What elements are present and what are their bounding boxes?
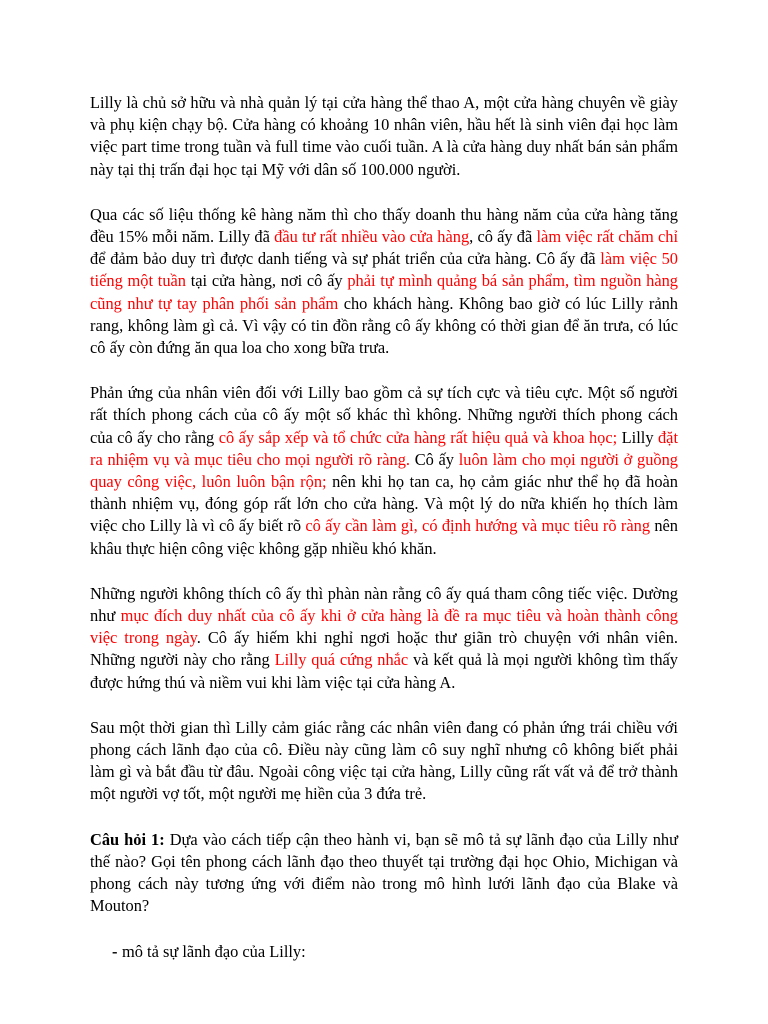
paragraph	[90, 204, 678, 359]
text-run: Lilly là chủ sở hữu và nhà quản lý tại cửa hàng thể thao A, một cửa hàng chuyên về giày và phụ kiện chạy bộ. Cửa hàng có khoảng 10 nhân viên, hầu hết là sinh viên đại học làm việc part time trong tuần và full time vào cuối tuần. A là cửa hàng duy nhất bán sản phẩm này tại thị trấn đại học tại Mỹ với dân số 100.000 người.	[90, 93, 678, 179]
highlighted-text: cô ấy cần làm gì, có định hướng và mục tiêu rõ ràng	[305, 516, 651, 536]
highlighted-text: phải tự mình quảng bá sản phẩm, tìm nguồn hàng cũng như tự tay phân phối sản phẩm	[90, 271, 678, 313]
paragraph	[90, 717, 678, 806]
highlighted-text: luôn làm cho mọi người ở guồng quay công việc, luôn luôn bận rộn;	[90, 449, 678, 492]
highlighted-text: mục đích duy nhất của cô ấy khi ở cửa hàng là đề ra mục tiêu và hoàn thành công việc trong ngày	[90, 606, 678, 648]
bullet-marker: -	[112, 941, 118, 961]
text-run: nên khâu thực hiện công việc không gặp nhiều khó khăn.	[90, 516, 679, 558]
text-run: để đảm bảo duy trì được danh tiếng và sự phát triển của cửa hàng. Cô ấy đã	[90, 249, 601, 269]
highlighted-text: Lilly quá cứng nhắc	[274, 650, 409, 670]
paragraph	[90, 382, 678, 560]
document-page	[90, 92, 678, 963]
text-run: Sau một thời gian thì Lilly cảm giác rằng các nhân viên đang có phản ứng trái chiều với phong cách lãnh đạo của cô. Điều này cũng làm cô suy nghĩ nhưng cô không biết phải làm gì và bắt đầu từ đâu. Ngoài công việc tại cửa hàng, Lilly cũng rất vất vả để trở thành một người vợ tốt, một người mẹ hiền của 3 đứa trẻ.	[90, 717, 678, 804]
highlighted-text: đầu tư rất nhiều vào cửa hàng	[274, 227, 470, 247]
highlighted-text: làm việc rất chăm chỉ	[536, 227, 678, 247]
highlighted-text: đặt ra nhiệm vụ và mục tiêu cho mọi người rõ ràng.	[90, 427, 678, 469]
highlighted-text: làm việc 50 tiếng một tuần	[90, 249, 678, 291]
text-run: nên khi họ tan ca, họ cảm giác như thể họ đã hoàn thành nhiệm vụ, đóng góp rất lớn cho cửa hàng. Và một lý do nữa khiến họ thích làm việc cho Lilly là vì cô ấy biết rõ	[90, 472, 678, 536]
text-run: Qua các số liệu thống kê hàng năm thì cho thấy doanh thu hàng năm của cửa hàng tăng đều 15% mỗi năm. Lilly đã	[90, 204, 678, 247]
text-run: Cô ấy	[409, 449, 459, 469]
bullet-item	[90, 941, 678, 963]
text-run: . Cô ấy hiếm khi nghỉ ngơi hoặc thư giãn trò chuyện với nhân viên. Những người này cho rằng	[90, 628, 678, 670]
question-label: Câu hỏi 1:	[90, 829, 165, 849]
text-run: Những người không thích cô ấy thì phàn nàn rằng cô ấy quá tham công tiếc việc. Dường như	[90, 583, 678, 626]
text-run: Phản ứng của nhân viên đối với Lilly bao gồm cả sự tích cực và tiêu cực. Một số người rất thích phong cách của cô ấy một số khác thì không. Những người thích phong cách của cô ấy cho rằng	[90, 383, 678, 447]
text-run: tại cửa hàng, nơi cô ấy	[185, 271, 348, 291]
text-run: và kết quả là mọi người không tìm thấy được hứng thú và niềm vui khi làm việc tại cửa hàng A.	[90, 650, 678, 692]
paragraph	[90, 829, 678, 918]
text-run: Lilly	[617, 427, 658, 447]
paragraph	[90, 92, 678, 181]
text-run: cho khách hàng. Không bao giờ có lúc Lilly rảnh rang, không làm gì cả. Vì vậy có tin đồn rằng cô ấy không có thời gian để ăn trưa, có lúc cô ấy còn đứng ăn qua loa cho xong bữa trưa.	[90, 293, 678, 358]
bullet-text: mô tả sự lãnh đạo của Lilly:	[122, 941, 306, 961]
text-run: , cô ấy đã	[469, 227, 537, 247]
highlighted-text: cô ấy sắp xếp và tổ chức cửa hàng rất hiệu quả và khoa học;	[218, 427, 618, 447]
document-body	[90, 92, 678, 918]
paragraph	[90, 583, 678, 694]
text-run: Dựa vào cách tiếp cận theo hành vi, bạn sẽ mô tả sự lãnh đạo của Lilly như thế nào? Gọi tên phong cách lãnh đạo theo thuyết tại trường đại học Ohio, Michigan và phong cách này tương ứng với điểm nào trong mô hình lưới lãnh đạo của Blake và Mouton?	[90, 829, 678, 916]
